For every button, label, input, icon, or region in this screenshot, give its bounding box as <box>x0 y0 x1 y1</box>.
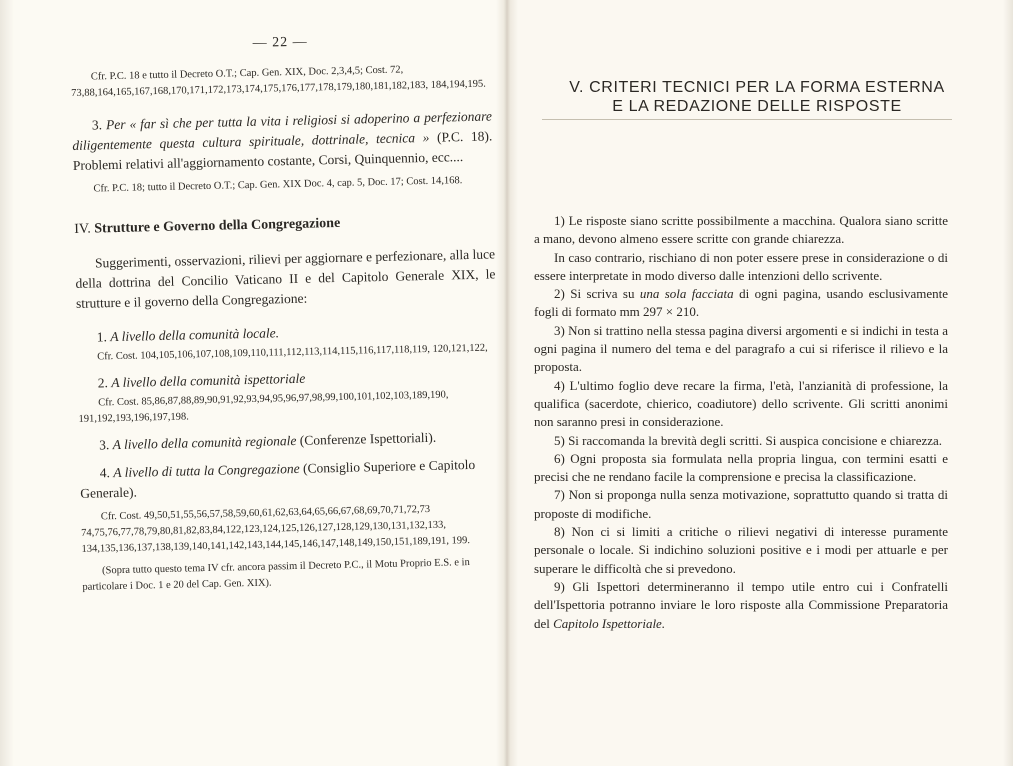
right-page-content <box>534 212 948 633</box>
rule-8: 8) Non ci si limiti a critiche o rilievi negativi di interesse puramente personale o locale. Si indichino soluzioni positive e i modi per attuarle e per superare le difficoltà che si prevedono. <box>534 524 948 576</box>
rule-emphasis: Capitolo Ispettoriale. <box>553 615 666 631</box>
book-gutter <box>496 0 518 766</box>
page-edge-shadow <box>0 0 14 766</box>
reference-note: Cfr. P.C. 18 e tutto il Decreto O.T.; Cap. Gen. XIX, Doc. 2,3,4,5; Cost. 72, 73,88,164,165,167,168,170,171,172,173,174,175,176,177,178,179,180,181,182,183, 184,194,195. <box>71 64 486 99</box>
rule-7: 7) Non si proponga nulla senza motivazione, soprattutto quando si tratta di proposte di modifiche. <box>534 487 948 521</box>
item-text: A livello della comunità regionale <box>112 432 297 453</box>
paragraph-text: (P.C. 18). Problemi relativi all'aggiornamento costante, Corsi, Quinquennio, ecc.... <box>72 128 493 173</box>
rule-2 <box>534 285 948 322</box>
reference-note: Cfr. Cost. 85,86,87,88,89,90,91,92,93,94,95,96,97,98,99,100,101,102,103,189,190, 191,192,193,196,197,198. <box>78 389 449 425</box>
right-page <box>506 0 1013 766</box>
title-rule <box>542 119 952 120</box>
chapter-title-line-2: E LA REDAZIONE DELLE RISPOSTE <box>612 98 902 115</box>
item-text: A livello della comunità locale. <box>110 325 280 345</box>
rule-4: 4) L'ultimo foglio deve recare la firma, l'età, l'anzianità di professione, la qualifica (sacerdote, chierico, coadiutore) dello scrivente. Gli scritti anonimi non saranno presi in considerazione. <box>534 377 948 430</box>
left-page-content <box>70 30 503 595</box>
rule-emphasis: una sola facciata <box>639 286 734 302</box>
rule-text: 9) Gli Ispettori determineranno il tempo utile entro cui i Confratelli dell'Ispettoria potranno inviare le loro risposte alla Commissione Preparatoria del <box>534 578 948 631</box>
item-text: A livello di tutta la Congregazione <box>113 460 300 481</box>
rule-text: 2) Si scriva su <box>554 286 635 302</box>
rule-1: 1) Le risposte siano scritte possibilmente a macchina. Qualora siano scritte a mano, devono almeno essere scritte con grande chiarezza. <box>534 213 948 247</box>
rule-6: 6) Ogni proposta sia formulata nella propria lingua, con termini esatti e precisi che ne rendano facile la comprensione e precisa la classificazione. <box>534 450 948 485</box>
page-edge-shadow <box>1003 0 1013 766</box>
rule-text: di ogni pagina, usando esclusivamente fogli di formato mm 297 × 210. <box>534 286 948 320</box>
section-number: IV. <box>74 221 91 237</box>
left-page <box>0 0 506 766</box>
item-number: 1. <box>96 329 108 345</box>
page-number: — 22 — <box>252 34 308 51</box>
item-number: 4. <box>99 465 111 481</box>
section-title: Strutture e Governo della Congregazione <box>94 215 341 237</box>
reference-note: Cfr. P.C. 18; tutto il Decreto O.T.; Cap. Gen. XIX Doc. 4, cap. 5, Doc. 17; Cost. 14,168. <box>93 175 463 195</box>
item-number: 2. <box>97 375 109 391</box>
item-text: A livello della comunità ispettoriale <box>111 370 306 391</box>
item-number: 3. <box>91 117 103 133</box>
closing-note: (Sopra tutto questo tema IV cfr. ancora passim il Decreto P.C., il Motu Proprio E.S. e in particolare i Doc. 1 e 20 del Cap. Gen. XIX). <box>82 557 470 593</box>
item-number: 3. <box>99 437 110 453</box>
chapter-title <box>542 78 972 116</box>
reference-note: Cfr. Cost. 104,105,106,107,108,109,110,111,112,113,114,115,116,117,118,119, 120,121,122, <box>97 342 488 363</box>
reference-note: Cfr. Cost. 49,50,51,55,56,57,58,59,60,61,62,63,64,65,66,67,68,69,70,71,72,73 74,75,76,77,78,79,80,81,82,83,84,122,123,124,125,126,127,128,129,130,131,132,133, 134,135,136,137,138,139,140,141,142,143,144,145,146,147,148,149,150,151,189,191, 199. <box>81 503 471 555</box>
rule-3: 3) Non si trattino nella stessa pagina diversi argomenti e si indichi in testa a ogni pagina il numero del tema e del paragrafo a cui si riferisce il rilievo e la proposta. <box>534 322 948 375</box>
paragraph-item-3 <box>72 106 493 176</box>
rule-5: 5) Si raccomanda la brevità degli scritti. Si auspica concisione e chiarezza. <box>554 432 943 448</box>
quotation: Per « far sì che per tutta la vita i religiosi si adoperino a perfezionare diligentemente questa cultura spirituale, dottrinale, tecnica » <box>72 108 493 153</box>
item-text-rest: (Conferenze Ispettoriali). <box>299 429 437 448</box>
chapter-title-line-1: V. CRITERI TECNICI PER LA FORMA ESTERNA <box>569 79 945 96</box>
section-intro: Suggerimenti, osservazioni, rilievi per aggiornare e perfezionare, alla luce della dottrina del Concilio Vaticano II e del Capitolo Generale XIX, le strutture e il governo della Congregazione: <box>75 246 496 311</box>
item-text-rest: (Consiglio Superiore e Capitolo Generale). <box>80 456 476 501</box>
rule-9 <box>534 578 948 633</box>
rule-1-continued: In caso contrario, rischiano di non poter essere prese in considerazione o di essere interpretate in modo diverso dalle intenzioni dello scrivente. <box>534 249 948 283</box>
